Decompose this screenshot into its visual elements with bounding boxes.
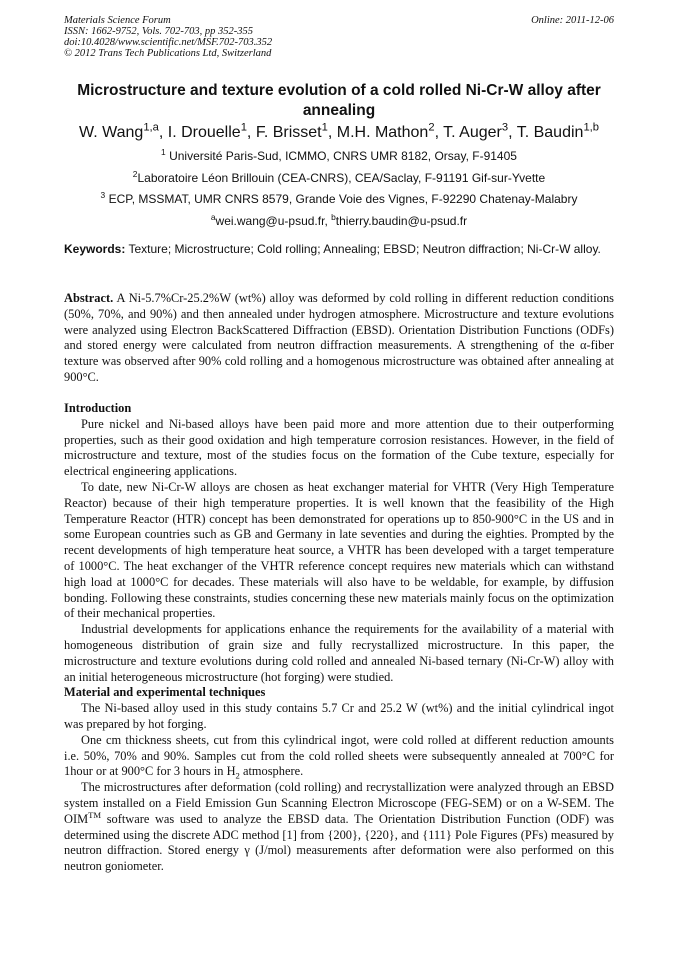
affiliation-2: $^2$Laboratoire Léon Brillouin (CEA-CNRS), CEA/Saclay, F-91191 Gif-sur-Yvette xyxy=(132,169,546,185)
author-name: W. Wang xyxy=(79,124,144,141)
affiliation-3: $^3$ ECP, MSSMAT, UMR CNRS 8579, Grande Voie des Vignes, F-92290 Chatenay-Malabry xyxy=(100,190,578,206)
abstract xyxy=(64,291,614,386)
author-name: I. Drouelle xyxy=(167,124,241,141)
author-name: F. Brisset xyxy=(255,124,322,141)
paragraph: The microstructures after deformation (cold rolling) and recrystallization were analyzed through an EBSD system installed on a Field Emission Gun Scanning Electron Microscope (FEG-SEM) or on a W-SEM. The OIM™ software was used to analyze the EBSD data. The Orientation Distribution Function (ODF) was determined using the discrete ADC method [1] from {200}, {220}, and {111} Pole Figures (PFs) measured by neutron diffraction. Stored energy γ (J/mol) measurements after deformation were also performed on this neutron goniometer. xyxy=(64,780,614,874)
author-list: W. Wang$^{1,a}$, I. Drouelle$^1$, F. Brisset$^1$, M.H. Mathon$^2$, T. Auger$^3$, T. Baudin$^{1,b}$ xyxy=(79,121,599,141)
section-heading-methods: Material and experimental techniques xyxy=(64,685,266,700)
journal-name: Materials Science Forum xyxy=(64,15,171,26)
paragraph: To date, new Ni-Cr-W alloys are chosen as heat exchanger material for VHTR (Very High Temperature Reactor) because of their high temperature properties. It is well known that the feasibility of the High Temperature Reactor (HTR) concept has been demonstrated for operations up to 850-900°C in the US and in some European countries such as GB and Germany in late seventies and during the eighties. Prompted by the recent developments of high temperature heat source, a VHTR has been developed with a target temperature of 1000°C. The heat exchanger of the VHTR reference concept requires new materials which can withstand high load at 1000°C for decades. These materials will also have to be weldable, for example, by diffusion bonding. Following these constraints, studies concerning these new materials mainly focus on the optimization of their mechanical properties. xyxy=(64,479,614,621)
author-affiliation-mark: 1 xyxy=(321,121,328,134)
abstract-text: A Ni-5.7%Cr-25.2%W (wt%) alloy was deformed by cold rolling in different reduction conditions (50%, 70%, and 90%) and then annealed under hydrogen atmosphere. Microstructure and texture evolutions were analyzed using Electron BackScattered Diffraction (EBSD). Orientation Distribution Functions (ODFs) and stored energy were calculated from neutron diffraction measurements. A strengthening of the α-fiber texture was observed after 90% cold rolling and a homogenous microstructure was obtained after annealing at 900°C. xyxy=(64,291,614,384)
author-name: T. Baudin xyxy=(516,124,584,141)
affiliation-1: $^1$ Université Paris-Sud, ICMMO, CNRS UMR 8182, Orsay, F-91405 xyxy=(161,147,517,163)
paragraph: Pure nickel and Ni-based alloys have been paid more and more attention due to their outperforming properties, such as their good oxidation and high temperature corrosion resistances. However, in the field of microstructure and texture, most of the studies focus on the formation of the Cube texture, especially for electrical engineering applications. xyxy=(64,416,614,479)
keywords-text: Texture; Microstructure; Cold rolling; Annealing; EBSD; Neutron diffraction; Ni-Cr-W alloy. xyxy=(128,242,601,256)
doi-line[interactable]: doi:10.4028/www.scientific.net/MSF.702-703.352 xyxy=(64,37,273,48)
section-heading-introduction: Introduction xyxy=(64,401,132,415)
paragraph: One cm thickness sheets, cut from this cylindrical ingot, were cold rolled at different reduction amounts i.e. 50%, 70% and 90%. Samples cut from the cold rolled sheets were subsequently annealed at 700°C for 1hour or at 900°C for 3 hours in $H_2$ atmosphere. xyxy=(64,732,614,781)
author-affiliation-mark: 1,a xyxy=(143,121,159,134)
journal-header xyxy=(64,15,272,59)
author-affiliation-mark: 1 xyxy=(240,121,247,134)
email-line: $^a$wei.wang@u-psud.fr, $^b$thierry.baudin@u-psud.fr xyxy=(210,212,468,228)
email-a[interactable]: wei.wang@u-psud.fr xyxy=(215,214,325,228)
author-affiliation-mark: 3 xyxy=(501,121,509,134)
paper-title: Microstructure and texture evolution of a cold rolled Ni-Cr-W alloy after annealing xyxy=(77,82,601,119)
paragraph: The Ni-based alloy used in this study contains 5.7 Cr and 25.2 W (wt%) and the initial cylindrical ingot was prepared by hot forging. xyxy=(64,701,614,731)
keywords-label: Keywords: xyxy=(64,242,126,256)
author-name: M.H. Mathon xyxy=(336,124,429,141)
email-b[interactable]: thierry.baudin@u-psud.fr xyxy=(335,214,468,228)
paragraph: Industrial developments for applications enhance the requirements for the availability of a material with homogeneous distribution of grain size and fully recrystallized microstructure. In this paper, the microstructure and texture evolutions during cold rolled and annealed Ni-based ternary (Ni-Cr-W) alloy with an initial heterogeneous microstructure (hot forging) were studied. xyxy=(64,622,614,684)
main-text xyxy=(64,401,614,875)
author-affiliation-mark: 2 xyxy=(428,121,435,134)
copyright-line: © 2012 Trans Tech Publications Ltd, Switzerland xyxy=(64,48,272,59)
author-name: T. Auger xyxy=(443,124,502,141)
author-affiliation-mark: 1,b xyxy=(583,121,599,134)
online-date: Online: 2011-12-06 xyxy=(531,15,614,26)
issn-line: ISSN: 1662-9752, Vols. 702-703, pp 352-355 xyxy=(64,26,253,37)
keywords xyxy=(64,242,614,257)
abstract-label: Abstract. xyxy=(64,291,114,305)
